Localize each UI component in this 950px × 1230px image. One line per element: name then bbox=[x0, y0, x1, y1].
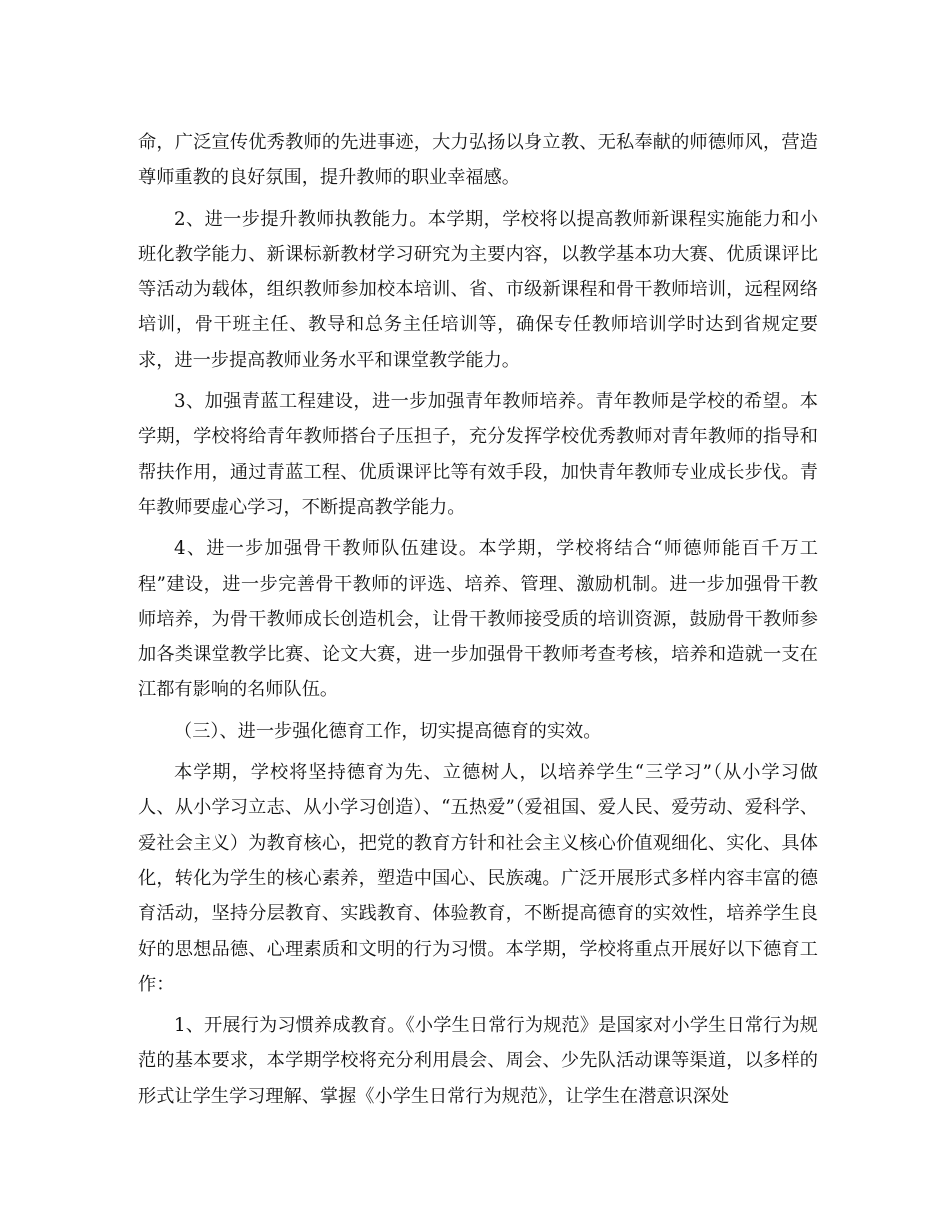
paragraph-item-2: 2、进一步提升教师执教能力。本学期，学校将以提高教师新课程实施能力和小班化教学能力、新课标新教材学习研究为主要内容，以教学基本功大赛、优质课评比等活动为载体，组织教师参加校本培训、省、市级新课程和骨干教师培训，远程网络培训，骨干班主任、教导和总务主任培训等，确保专任教师培训学时达到省规定要求，进一步提高教师业务水平和课堂教学能力。 bbox=[138, 208, 818, 371]
document-body bbox=[138, 125, 818, 1120]
paragraph-item-1-habits: 1、开展行为习惯养成教育。《小学生日常行为规范》是国家对小学生日常行为规范的基本要求，本学期学校将充分利用晨会、周会、少先队活动课等渠道，以多样的形式让学生学习理解、掌握《小学生日常行为规范》，让学生在潜意识深处 bbox=[138, 1015, 818, 1107]
paragraph-item-4: 4、进一步加强骨干教师队伍建设。本学期，学校将结合“师德师能百千万工程”建设，进一步完善骨干教师的评选、培养、管理、激励机制。进一步加强骨干教师培养，为骨干教师成长创造机会，让骨干教师接受质的培训资源，鼓励骨干教师参加各类课堂教学比赛、论文大赛，进一步加强骨干教师考查考核，培养和造就一支在江都有影响的名师队伍。 bbox=[138, 538, 818, 701]
section-heading: （三）、进一步强化德育工作，切实提高德育的实效。 bbox=[174, 720, 602, 742]
paragraph-item-3: 3、加强青蓝工程建设，进一步加强青年教师培养。青年教师是学校的希望。本学期，学校将给青年教师搭台子压担子，充分发挥学校优秀教师对青年教师的指导和帮扶作用，通过青蓝工程、优质课评比等有效手段，加快青年教师专业成长步伐。青年教师要虚心学习，不断提高教学能力。 bbox=[138, 391, 818, 518]
paragraph-moral-education: 本学期，学校将坚持德育为先、立德树人，以培养学生“三学习”（从小学习做人、从小学习立志、从小学习创造）、“五热爱”（爱祖国、爱人民、爱劳动、爱科学、爱社会主义）为教育核心，把党的教育方针和社会主义核心价值观细化、实化、具体化，转化为学生的核心素养，塑造中国心、民族魂。广泛开展形式多样内容丰富的德育活动，坚持分层教育、实践教育、体验教育，不断提高德育的实效性，培养学生良好的思想品德、心理素质和文明的行为习惯。本学期，学校将重点开展好以下德育工作： bbox=[138, 762, 818, 995]
paragraph-continuation: 命，广泛宣传优秀教师的先进事迹，大力弘扬以身立教、无私奉献的师德师风，营造尊师重教的良好氛围，提升教师的职业幸福感。 bbox=[138, 132, 818, 189]
